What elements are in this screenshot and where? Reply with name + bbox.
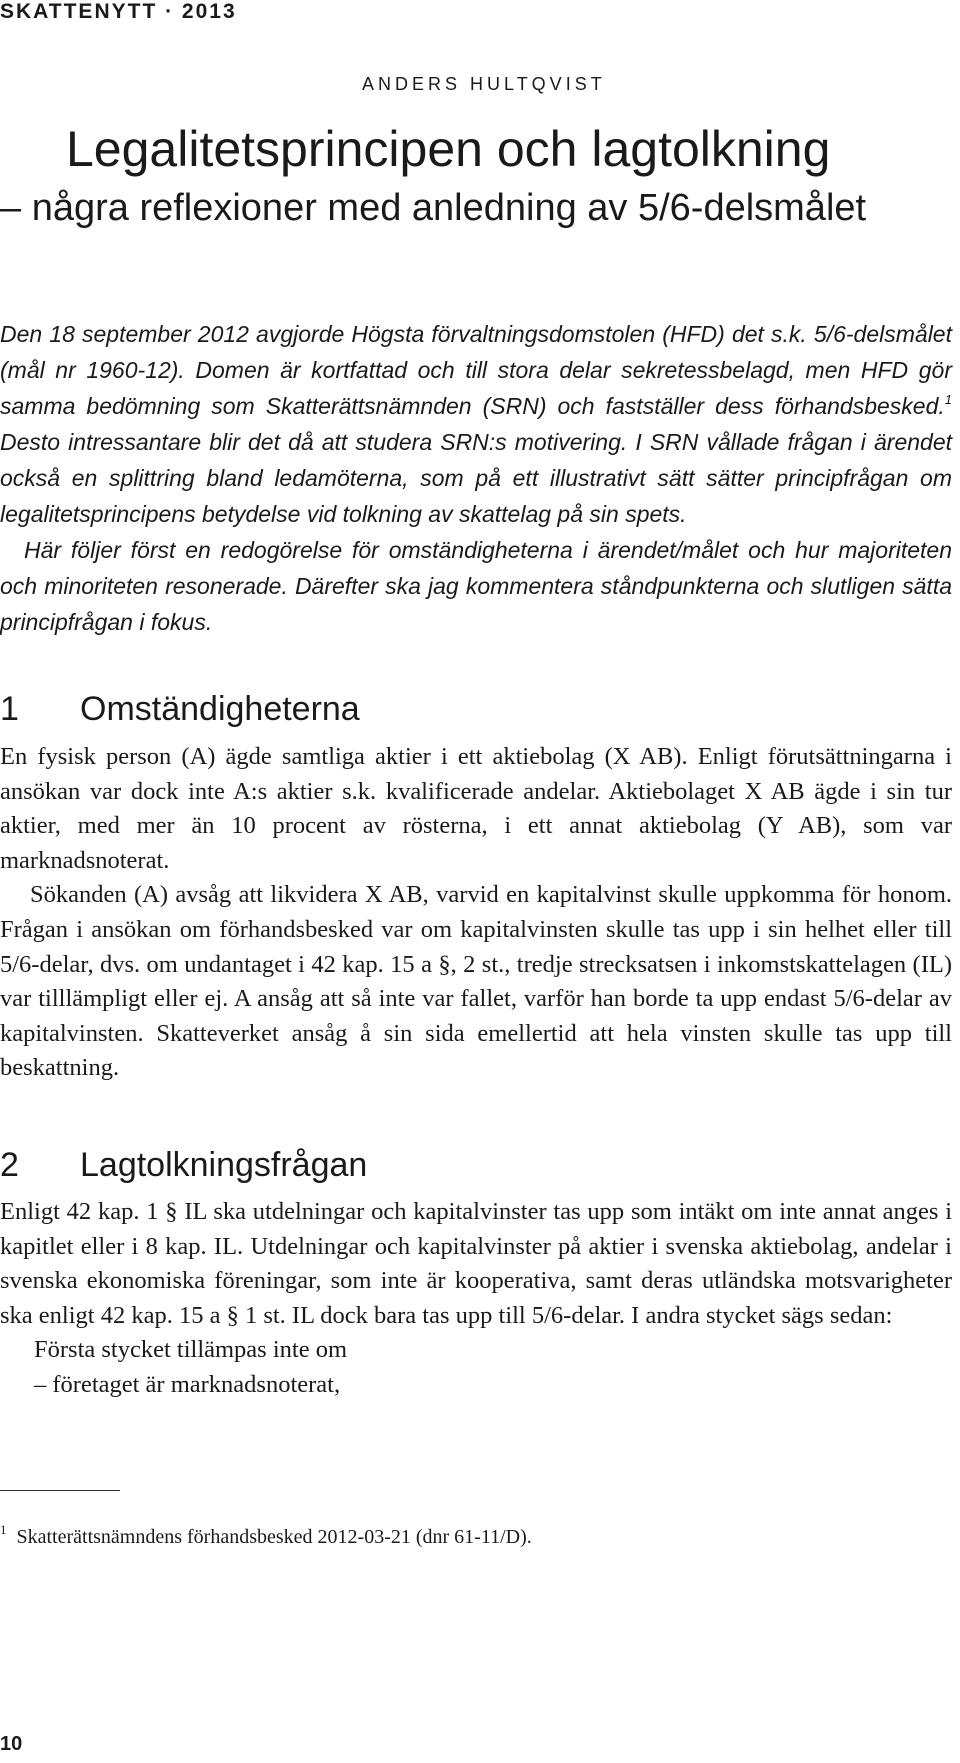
section-1-paragraph-1: En fysisk person (A) ägde samtliga aktier i ett aktiebolag (X AB). Enligt förutsättningarna i ansökan var dock inte A:s aktier s.k. kvalificerade andelar. Aktiebolaget X AB ägde i sin tur aktier, med mer än 10 procent av rösterna, i ett annat aktiebolag (Y AB), som var marknadsnoterat. [0, 743, 952, 874]
footnote-reference: 1 [944, 392, 952, 407]
section-2-number: 2 [0, 1146, 19, 1184]
footnote-text: Skatterättsnämndens förhandsbesked 2012-03-21 (dnr 61-11/D). [16, 1526, 532, 1548]
ingress-paragraph-2: Här följer först en redogörelse för omständigheterna i ärendet/målet och hur majoriteten och minoriteten resonerade. Därefter ska jag kommentera ståndpunkterna och slutligen sätta principfrågan i fokus. [0, 537, 952, 635]
running-head: SKATTENYTT · 2013 [0, 0, 237, 23]
section-2-body [0, 1195, 952, 1403]
section-1-paragraph-2: Sökanden (A) avsåg att likvidera X AB, varvid en kapitalvinst skulle uppkomma för honom. Frågan i ansökan om förhandsbesked var om kapitalvinsten skulle tas upp i sin helhet eller till 5/6-delar, dvs. om undantaget i 42 kap. 15 a §, 2 st., tredje strecksatsen i inkomstskattelagen (IL) var tilllämpligt eller ej. A ansåg att så inte var fallet, varför han borde ta upp endast 5/6-delar av kapitalvinsten. Skatteverket ansåg å sin sida emellertid att hela vinsten skulle tas upp till beskattning. [0, 881, 952, 1082]
section-2-title: Lagtolkningsfrågan [80, 1146, 368, 1184]
footnote-number: 1 [0, 1522, 7, 1537]
footnote [0, 1522, 532, 1549]
ingress-text-a: Den 18 september 2012 avgjorde Högsta förvaltningsdomstolen (HFD) det s.k. 5/6-delsmålet (mål nr 1960-12). Domen är kortfattad och till stora delar sekretessbelagd, men HFD gör samma bedömning som Skatterättsnämnden (SRN) och fastställer dess förhandsbesked. [0, 321, 952, 419]
article-subtitle: – några reflexioner med anledning av 5/6-delsmålet [0, 187, 867, 229]
section-2-heading [0, 1146, 367, 1185]
section-1-body [0, 740, 952, 1086]
page-number: 10 [0, 1733, 23, 1755]
ingress-paragraph-1 [0, 316, 952, 532]
author-name: ANDERS HULTQVIST [362, 74, 606, 94]
section-2-quote-line-2: – företaget är marknadsnoterat, [34, 1370, 341, 1398]
footnote-divider [0, 1490, 120, 1491]
ingress [0, 316, 952, 640]
ingress-text-b: Desto intressantare blir det då att studera SRN:s motivering. I SRN vållade frågan i ärendet också en splittring bland ledamöterna, som på ett illustrativt sätt sätter principfrågan om legalitetsprincipens betydelse vid tolkning av skattelag på sin spets. [0, 429, 952, 527]
article-title: Legalitetsprincipen och lagtolkning [66, 121, 831, 177]
section-2-paragraph-1: Enligt 42 kap. 1 § IL ska utdelningar och kapitalvinster tas upp som intäkt om inte annat anges i kapitlet eller i 8 kap. IL. Utdelningar och kapitalvinster på aktier i svenska aktiebolag, andelar i svenska ekonomiska föreningar, som inte är kooperativa, samt deras utländska motsvarigheter ska enligt 42 kap. 15 a § 1 st. IL dock bara tas upp till 5/6-delar. I andra stycket sägs sedan: [0, 1198, 952, 1329]
section-1-heading [0, 690, 360, 729]
section-2-quote-line-1: Första stycket tillämpas inte om [34, 1336, 348, 1364]
section-1-title: Omständigheterna [80, 690, 360, 728]
section-1-number: 1 [0, 690, 19, 728]
